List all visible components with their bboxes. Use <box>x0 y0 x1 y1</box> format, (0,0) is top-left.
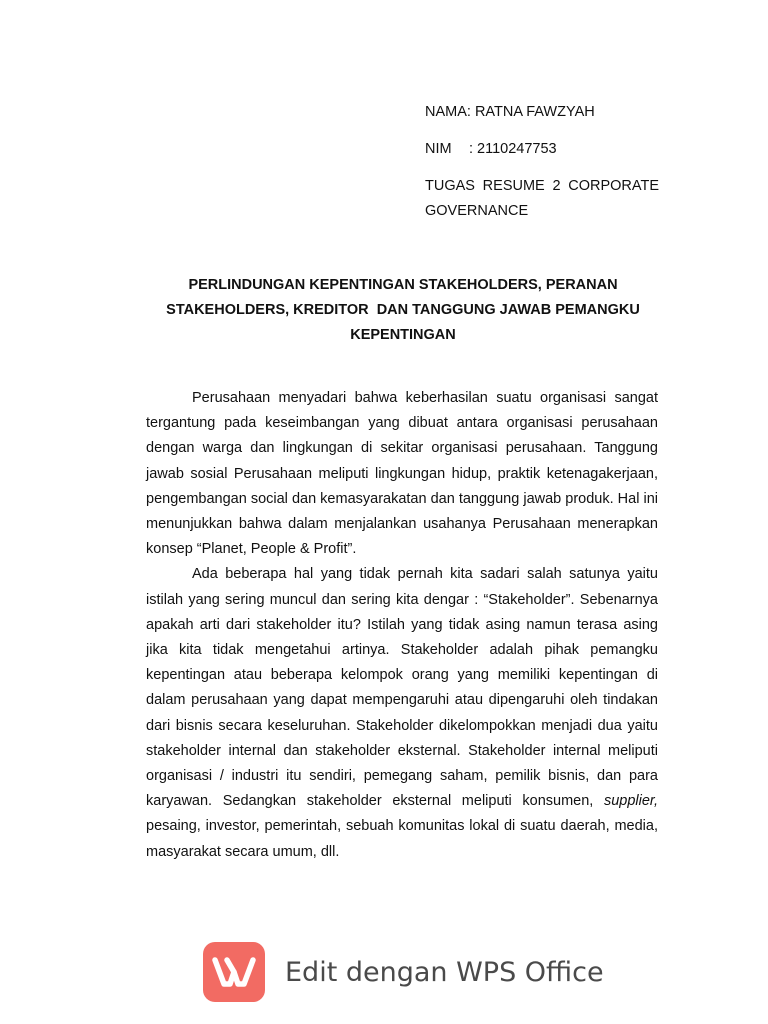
paragraph-2-text-a: Ada beberapa hal yang tidak pernah kita sadari salah satunya yaitu istilah yang sering muncul dan sering kita dengar : “Stakeholder”. Sebenarnya apakah arti dari stakeholder itu? Istilah yang tidak asing namun terasa asing jika kita tidak mengetahui artinya. Stakeholder adalah pihak pemangku kepentingan atau beberapa kelompok orang yang memiliki kepentingan di dalam perusahaan yang dapat mempengaruhi atau dipengaruhi oleh tindakan dari bisnis secara keseluruhan. Stakeholder dikelompokkan menjadi dua yaitu stakeholder internal dan stakeholder eksternal. Stakeholder internal meliputi organisasi / industri itu sendiri, pemegang saham, pemilik bisnis, dan para karyawan. Sedangkan stakeholder eksternal meliputi konsumen, <box>146 566 658 810</box>
wps-w-icon[interactable] <box>203 942 265 1002</box>
title-line-3: KEPENTINGAN <box>350 327 456 343</box>
wps-w-glyph <box>212 955 256 989</box>
nim-label: NIM <box>425 141 452 157</box>
wps-edit-banner[interactable] <box>203 942 604 1002</box>
wps-banner-text[interactable]: Edit dengan WPS Office <box>285 956 604 988</box>
paragraph-1: Perusahaan menyadari bahwa keberhasilan suatu organisasi sangat tergantung pada keseimbangan yang dibuat antara organisasi perusahaan dengan warga dan lingkungan di sekitar organisasi perusahaan. Tanggung jawab sosial Perusahaan meliputi lingkungan hidup, praktik ketenagakerjaan, pengembangan social dan kemasyarakatan dan tanggung jawab produk. Hal ini menunjukkan bahwa dalam menjalankan usahanya Perusahaan menerapkan konsep “Planet, People & Profit”. <box>146 390 658 558</box>
student-name: NAMA: RATNA FAWZYAH <box>425 104 595 120</box>
paragraph-2-italic: supplier, <box>603 793 658 810</box>
document-title <box>150 273 656 348</box>
student-identity-block <box>425 100 659 236</box>
title-line-1: PERLINDUNGAN KEPENTINGAN STAKEHOLDERS, PERANAN <box>188 277 618 293</box>
document-body <box>146 386 658 865</box>
paragraph-2 <box>146 562 658 864</box>
task-title: TUGAS RESUME 2 CORPORATE GOVERNANCE <box>425 178 659 219</box>
title-line-2: STAKEHOLDERS, KREDITOR DAN TANGGUNG JAWAB PEMANGKU <box>166 302 640 318</box>
student-nim <box>425 137 659 162</box>
nim-value: : 2110247753 <box>469 141 557 157</box>
paragraph-2-text-b: pesaing, investor, pemerintah, sebuah komunitas lokal di suatu daerah, media, masyarakat secara umum, dll. <box>146 818 658 860</box>
